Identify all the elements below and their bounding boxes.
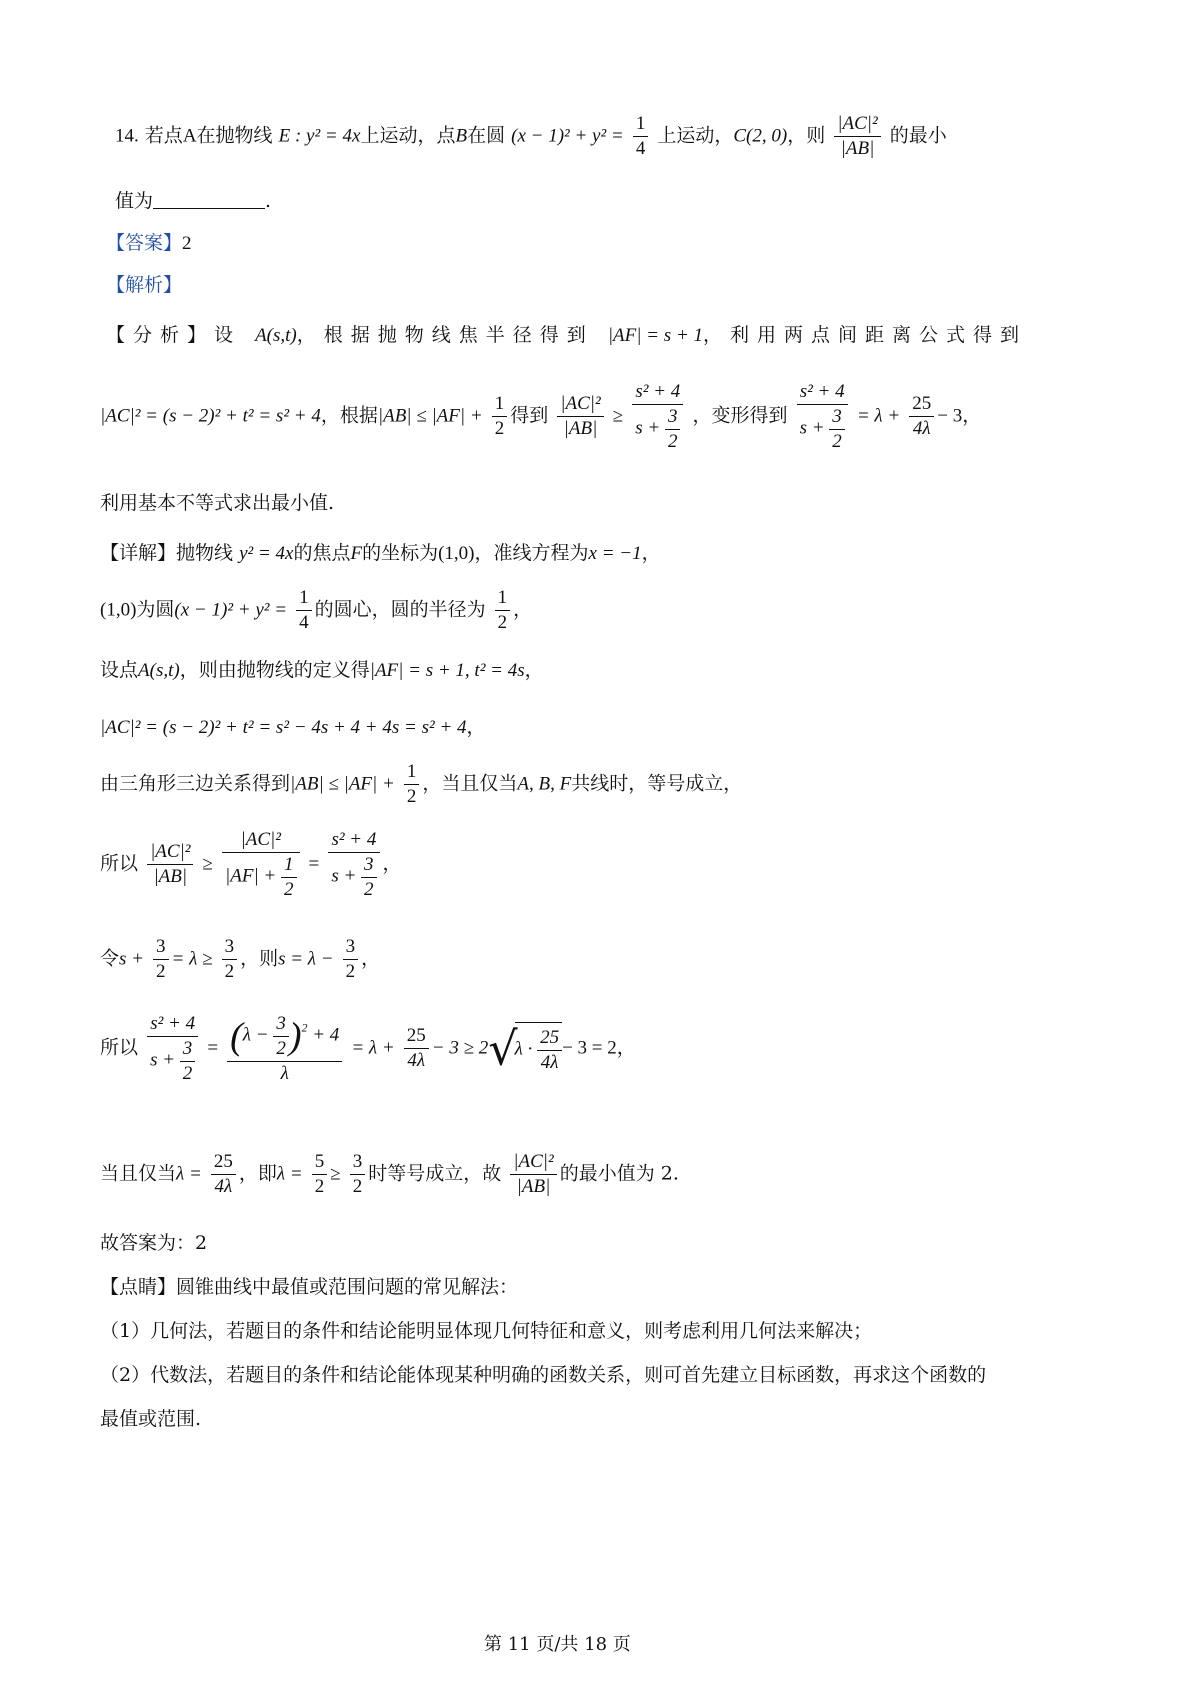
answer-blank bbox=[153, 190, 265, 209]
page-footer: 第 11 页/共 18 页 bbox=[484, 1634, 631, 1655]
fraction: $\frac{1}{4}$ bbox=[633, 112, 649, 161]
detail-line-5: 由三角形三边关系得到|AB| ≤ |AF| + $\frac{1}{2}$ ，当且仅当A, B, F共线时，等号成立， bbox=[100, 761, 743, 807]
fenxi-line-3: 利用基本不等式求出最小值. bbox=[100, 492, 335, 514]
analysis-label: 【解析】 bbox=[106, 274, 183, 296]
dianjing-item-2: （2）代数法，若题目的条件和结论能体现某种明确的函数关系，则可首先建立目标函数，再求这个函数的 bbox=[100, 1364, 987, 1386]
fenxi-label: 【分析】 bbox=[106, 324, 215, 346]
sqrt-symbol: √λ · $\frac{25}{4\lambda}$ bbox=[488, 1022, 562, 1075]
detail-label: 【详解】 bbox=[100, 542, 177, 564]
question-line-1: 14. 若点A在抛物线 E : y² = 4x上运动，点B在圆 (x − 1)² + y² = $\frac{1}{4}$ 上运动，C(2, 0)，则 $\frac{\text{|AC|²}}{|AB|}$ 的最小 bbox=[115, 113, 947, 159]
dianjing-item-1: （1）几何法，若题目的条件和结论能明显体现几何特征和意义，则考虑利用几何法来解决； bbox=[100, 1320, 873, 1342]
detail-line-4: |AC|² = (s − 2)² + t² = s² − 4s + 4 + 4s = s² + 4， bbox=[100, 716, 486, 738]
answer-value: 2 bbox=[182, 233, 192, 254]
detail-line-2: (1,0)为圆(x − 1)² + y² = $\frac{1}{4}$ 的圆心，圆的半径为 $\frac{1}{2}$ ， bbox=[100, 587, 533, 633]
dianjing-line: 【点睛】圆锥曲线中最值或范围问题的常见解法： bbox=[100, 1276, 519, 1298]
question-line-2: 值为 . bbox=[115, 190, 272, 212]
detail-line-6: 所以 $\frac{\text{|AC|²}}{|AB|}$ ≥ |AC|² |AF| + $\frac{1}{2}$ = s² + 4 s + $\frac{3}{2}$ ， bbox=[100, 829, 402, 900]
final-answer: 故答案为：2 bbox=[100, 1232, 208, 1254]
detail-line-7: 令s + $\frac{3}{2}$ = λ ≥ $\frac{3}{2}$ ，则s = λ − $\frac{3}{2}$ ， bbox=[100, 936, 381, 982]
detail-line-3: 设点A(s,t)，则由抛物线的定义得|AF| = s + 1, t² = 4s， bbox=[100, 659, 544, 681]
answer-line bbox=[106, 228, 192, 255]
dianjing-label: 【点睛】 bbox=[100, 1276, 177, 1298]
detail-line-8: 所以 s² + 4 s + $\frac{3}{2}$ = (λ − $\frac{3}{2}$ )$^2$ + 4 λ = λ + $\frac{25}{4\lambda}$ − 3 ≥ 2√λ · $\frac{25}{4\lambda}$ − 3 = 2， bbox=[100, 1013, 636, 1084]
detail-line-1: 【详解】抛物线 y² = 4x的焦点F的坐标为(1,0)，准线方程为x = −1， bbox=[100, 542, 661, 564]
fenxi-line-1: 【分析】设 A(s,t)，根据抛物线焦半径得到 |AF| = s + 1，利用两点间距离公式得到 bbox=[106, 324, 1028, 346]
dianjing-item-2-cont: 最值或范围. bbox=[100, 1408, 202, 1430]
detail-line-9: 当且仅当λ = $\frac{25}{4\lambda}$ ，即λ = $\frac{5}{2}$ ≥ $\frac{3}{2}$ 时等号成立，故 $\frac{\text{|AC|²}}{|AB|}$ 的最小值为 2. bbox=[100, 1151, 679, 1197]
question-number: 14. bbox=[115, 125, 139, 147]
fenxi-line-2: |AC|² = (s − 2)² + t² = s² + 4，根据|AB| ≤ |AF| + $\frac{1}{2}$ 得到 $\frac{\text{|AC|²}}{|AB|}$ ≥ s² + 4 s + $\frac{3}{2}$ ，变形得到 s² + 4 s + $\frac{3}{2}$ = λ + $\frac{25}{4\lambda}$ − 3， bbox=[100, 381, 982, 452]
target-fraction: $\frac{\text{|AC|²}}{|AB|}$ bbox=[834, 112, 880, 161]
answer-label: 【答案】 bbox=[106, 232, 183, 254]
